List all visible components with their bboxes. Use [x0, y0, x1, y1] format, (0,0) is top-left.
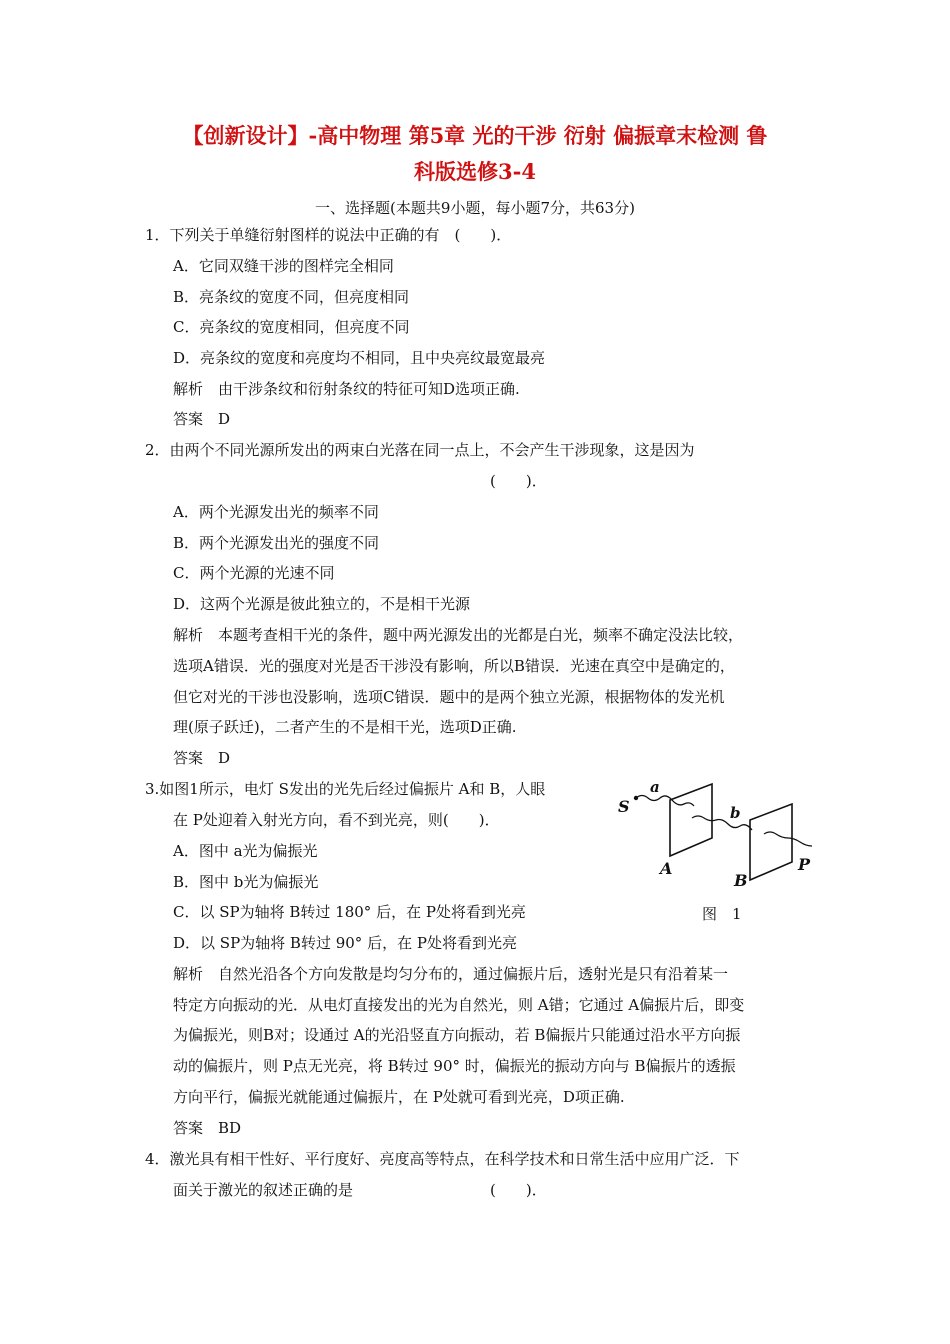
- question-2-answer: 答案 D: [173, 749, 231, 767]
- question-4-stem-line-2: 面关于激光的叙述正确的是: [173, 1181, 354, 1199]
- question-1-answer: 答案 D: [173, 410, 231, 428]
- label-s: S: [618, 797, 630, 816]
- question-2-analysis-line-1: 解析 本题考查相干光的条件，题中两光源发出的光都是白光，频率不确定没法比较，: [173, 626, 744, 644]
- question-3-option-d: D．以 SP为轴将 B转过 90° 后，在 P处将看到光亮: [173, 934, 517, 952]
- question-4-paren: ( )．: [490, 1181, 547, 1199]
- ray-to-p: [764, 832, 812, 846]
- question-1-analysis: 解析 由干涉条纹和衍射条纹的特征可知D选项正确.: [173, 380, 520, 398]
- question-3-answer: 答案 BD: [173, 1119, 242, 1137]
- question-1-option-a: A．它同双缝干涉的图样完全相同: [173, 257, 394, 275]
- question-3-option-b: B．图中 b光为偏振光: [173, 873, 319, 891]
- question-3-option-c: C．以 SP为轴将 B转过 180° 后，在 P处将看到光亮: [173, 903, 526, 921]
- label-b-light: b: [730, 804, 741, 822]
- label-polarizer-a: A: [660, 859, 673, 878]
- question-2-paren: ( )．: [490, 472, 547, 490]
- question-2-stem: 2．由两个不同光源所发出的两束白光落在同一点上，不会产生干涉现象，这是因为: [145, 441, 695, 459]
- question-3-option-a: A．图中 a光为偏振光: [173, 842, 318, 860]
- ray-a: [636, 796, 694, 807]
- question-2-analysis-line-3: 但它对光的干涉也没影响，选项C错误．题中的是两个独立光源，根据物体的发光机: [173, 688, 725, 706]
- question-3-analysis-line-2: 特定方向振动的光．从电灯直接发出的光为自然光，则 A错；它通过 A偏振片后，即变: [173, 996, 745, 1014]
- question-2-option-d: D．这两个光源是彼此独立的，不是相干光源: [173, 595, 471, 613]
- question-2-analysis-line-4: 理(原子跃迁)，二者产生的不是相干光，选项D正确.: [173, 718, 517, 736]
- question-3-analysis-line-5: 方向平行，偏振光就能通过偏振片，在 P处就可看到光亮，D项正确.: [173, 1088, 625, 1106]
- question-2-option-b: B．两个光源发出光的强度不同: [173, 534, 380, 552]
- polarizer-b: [750, 804, 792, 880]
- title-line-1: 【创新设计】-高中物理 第5章 光的干涉 衍射 偏振章末检测 鲁: [182, 123, 768, 148]
- question-1-stem: 1．下列关于单缝衍射图样的说法中正确的有 ( )．: [145, 226, 512, 244]
- document-title: [90, 118, 860, 190]
- question-4-stem-line-1: 4．激光具有相干性好、平行度好、亮度高等特点，在科学技术和日常生活中应用广泛．下: [145, 1150, 740, 1168]
- question-2-option-c: C．两个光源的光速不同: [173, 564, 335, 582]
- polarizer-a: [670, 784, 712, 856]
- label-a-light: a: [650, 778, 660, 796]
- question-1-option-d: D．亮条纹的宽度和亮度均不相同，且中央亮纹最宽最亮: [173, 349, 546, 367]
- question-3-analysis-line-4: 动的偏振片，则 P点无光亮，将 B转过 90° 时，偏振光的振动方向与 B偏振片的透振: [173, 1057, 736, 1075]
- question-3-stem-line-1: 3.如图1所示，电灯 S发出的光先后经过偏振片 A和 B，人眼: [145, 780, 546, 798]
- question-3-analysis-line-1: 解析 自然光沿各个方向发散是均匀分布的，通过偏振片后，透射光是只有沿着某一: [173, 965, 729, 983]
- section-heading: 一、选择题(本题共9小题，每小题7分，共63分): [315, 199, 635, 217]
- figure-caption: 图 1: [702, 905, 742, 923]
- question-3-analysis-line-3: 为偏振光，则B对；设通过 A的光沿竖直方向振动，若 B偏振片只能通过沿水平方向振: [173, 1026, 741, 1044]
- question-1-option-b: B．亮条纹的宽度不同，但亮度相同: [173, 288, 410, 306]
- polarizer-diagram: [612, 778, 822, 890]
- label-polarizer-b: B: [734, 871, 748, 890]
- question-3-stem-line-2: 在 P处迎着入射光方向，看不到光亮，则( )．: [173, 811, 500, 829]
- title-line-2: 科版选修3-4: [414, 159, 536, 184]
- question-1-option-c: C．亮条纹的宽度相同，但亮度不同: [173, 318, 410, 336]
- label-p: P: [798, 855, 811, 874]
- question-2-option-a: A．两个光源发出光的频率不同: [173, 503, 379, 521]
- ray-b: [692, 816, 752, 830]
- question-2-analysis-line-2: 选项A错误．光的强度对光是否干涉没有影响，所以B错误．光速在真空中是确定的，: [173, 657, 735, 675]
